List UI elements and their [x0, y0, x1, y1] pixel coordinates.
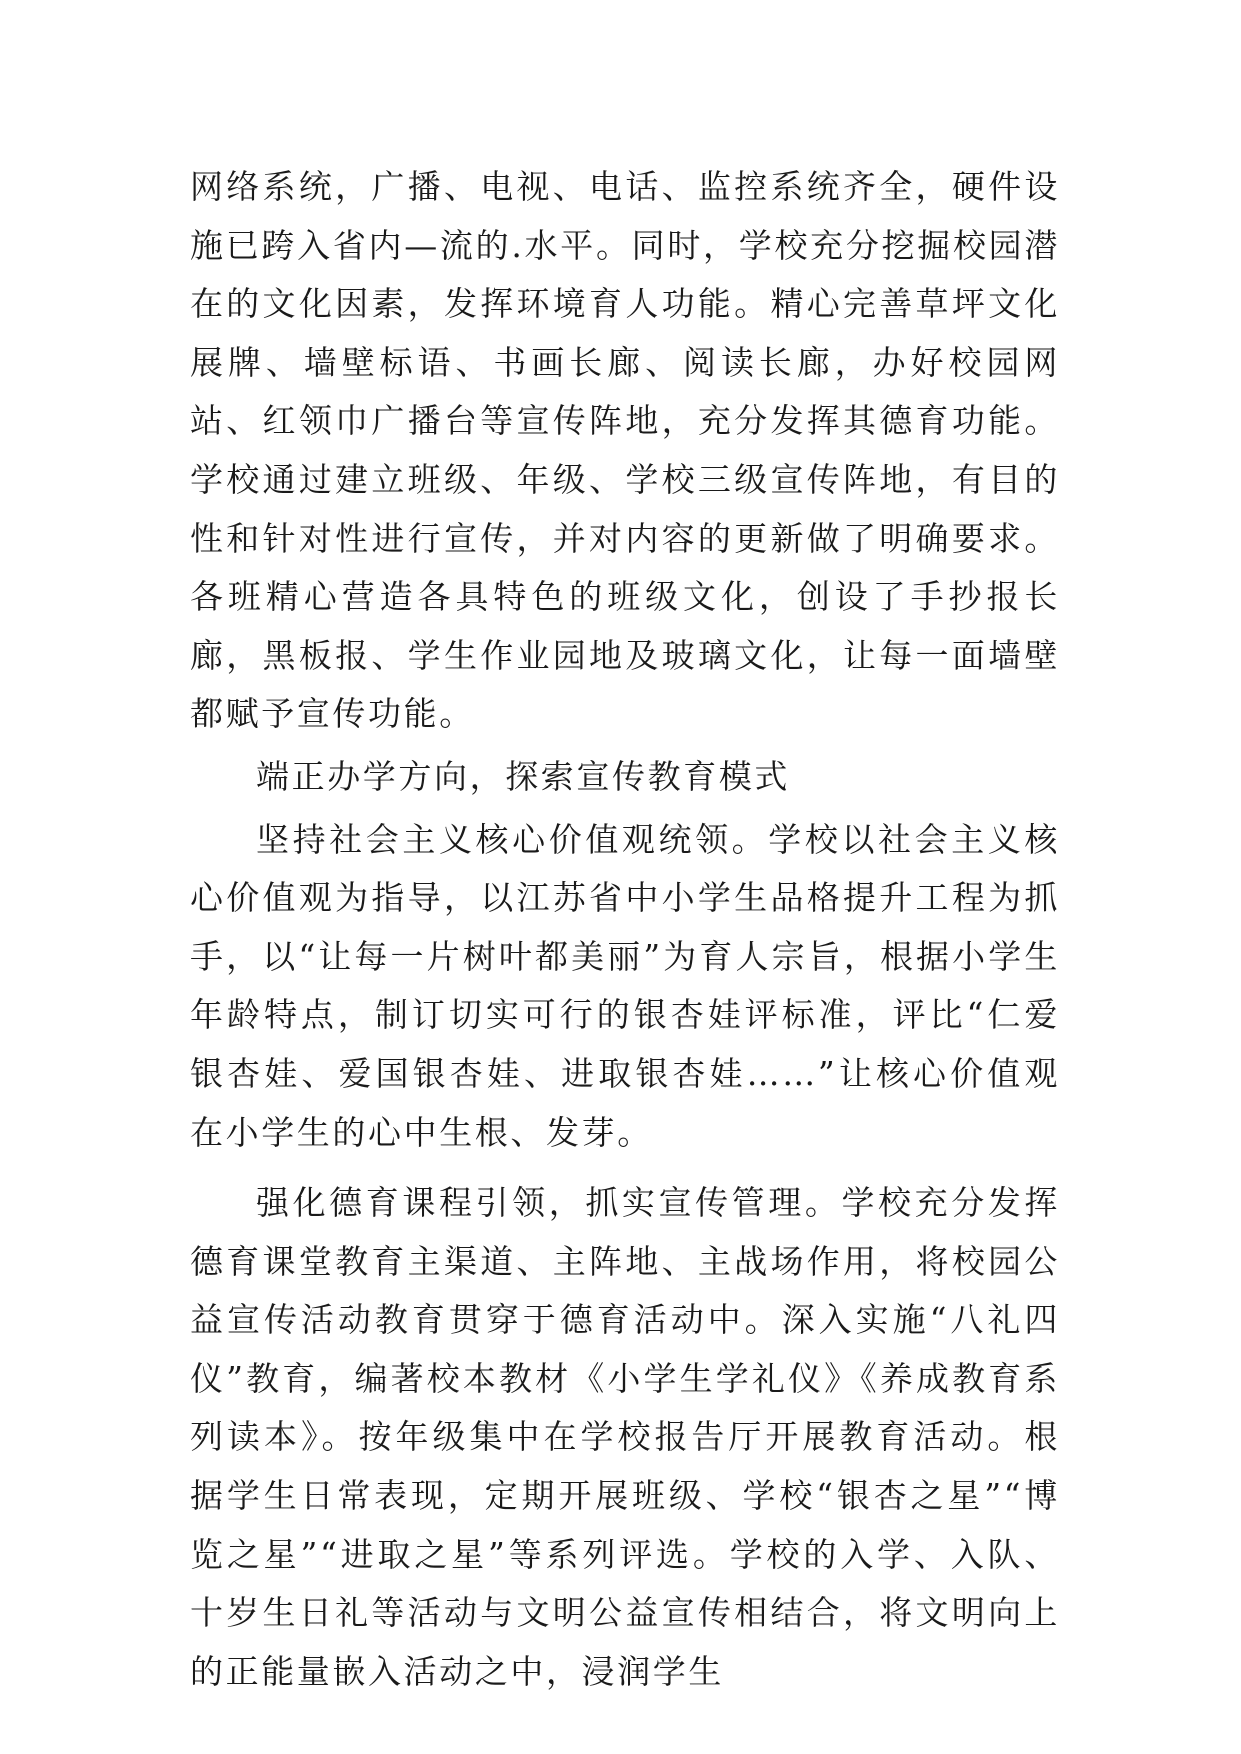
paragraph-moral-courses: 强化德育课程引领，抓实宣传管理。学校充分发挥德育课堂教育主渠道、主阵地、主战场作用，将校园公益宣传活动教育贯穿于德育活动中。深入实施“八礼四仪”教育，编著校本教材《小学生学礼仪》《养成教育系列读本》。按年级集中在学校报告厅开展教育活动。根据学生日常表现，定期开展班级、学校“银杏之星”“博览之星”“进取之星”等系列评选。学校的入学、入队、十岁生日礼等活动与文明公益宣传相结合，将文明向上的正能量嵌入活动之中，浸润学生 [190, 1183, 1060, 1691]
document-body [190, 158, 1060, 1701]
paragraph-continuation: 网络系统，广播、电视、电话、监控系统齐全，硬件设施已跨入省内—流的.水平。同时，学校充分挖掘校园潜在的文化因素，发挥环境育人功能。精心完善草坪文化展牌、墙壁标语、书画长廊、阅读长廊，办好校园网站、红领巾广播台等宣传阵地，充分发挥其德育功能。学校通过建立班级、年级、学校三级宣传阵地，有目的性和针对性进行宣传，并对内容的更新做了明确要求。各班精心营造各具特色的班级文化，创设了手抄报长廊，黑板报、学生作业园地及玻璃文化，让每一面墙壁都赋予宣传功能。 [190, 167, 1060, 734]
paragraph-core-values: 坚持社会主义核心价值观统领。学校以社会主义核心价值观为指导，以江苏省中小学生品格提升工程为抓手，以“让每一片树叶都美丽”为育人宗旨，根据小学生年龄特点，制订切实可行的银杏娃评标准，评比“仁爱银杏娃、爱国银杏娃、进取银杏娃……”让核心价值观在小学生的心中生根、发芽。 [190, 819, 1060, 1152]
section-heading: 端正办学方向，探索宣传教育模式 [256, 756, 790, 796]
